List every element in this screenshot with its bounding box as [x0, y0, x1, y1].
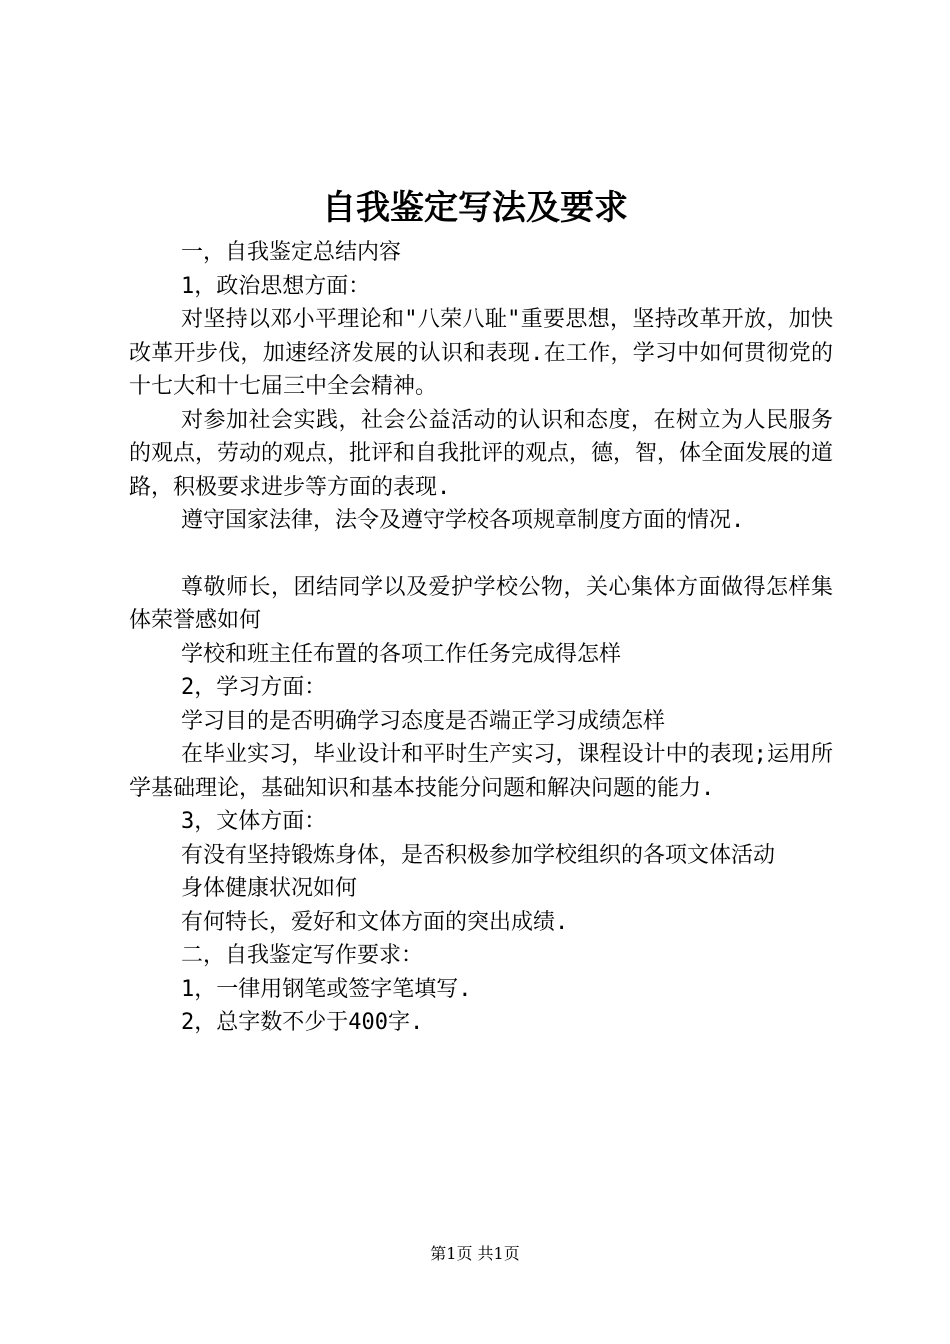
subsection-heading-sports: 3，文体方面： — [181, 809, 327, 834]
page-title: 自我鉴定写法及要求 — [322, 188, 628, 228]
paragraph: 有没有坚持锻炼身体，是否积极参加学校组织的各项文体活动 — [181, 842, 776, 868]
section-heading-1: 一，自我鉴定总结内容 — [181, 240, 402, 265]
paragraph: 在毕业实习，毕业设计和平时生产实习，课程设计中的表现;运用所学基础理论，基础知识和基本技能分问题和解决问题的能力. — [129, 742, 833, 801]
paragraph: 尊敬师长，团结同学以及爱护学校公物，关心集体方面做得怎样集体荣誉感如何 — [129, 574, 833, 633]
paragraph: 身体健康状况如何 — [181, 876, 358, 901]
paragraph: 遵守国家法律，法令及遵守学校各项规章制度方面的情况. — [181, 508, 745, 533]
paragraph: 学校和班主任布置的各项工作任务完成得怎样 — [181, 641, 622, 667]
section-heading-2: 二，自我鉴定写作要求： — [181, 943, 424, 968]
paragraph: 对坚持以邓小平理论和"八荣八耻"重要思想，坚持改革开放，加快改革开步伐，加速经济发展的认识和表现.在工作，学习中如何贯彻党的十七大和十七届三中全会精神。 — [129, 307, 833, 399]
list-item: 1，一律用钢笔或签字笔填写. — [181, 976, 472, 1002]
paragraph: 学习目的是否明确学习态度是否端正学习成绩怎样 — [181, 708, 666, 734]
subsection-heading-politics: 1，政治思想方面： — [181, 273, 371, 299]
document-body — [129, 236, 833, 1040]
subsection-heading-study: 2，学习方面： — [181, 675, 327, 700]
paragraph: 有何特长，爱好和文体方面的突出成绩. — [181, 909, 569, 935]
paragraph: 对参加社会实践，社会公益活动的认识和态度，在树立为人民服务的观点，劳动的观点，批评和自我批评的观点，德，智，体全面发展的道路，积极要求进步等方面的表现. — [129, 407, 834, 500]
page-number-footer: 第1页 共1页 — [430, 1244, 520, 1263]
list-item: 2，总字数不少于400字. — [181, 1010, 424, 1035]
